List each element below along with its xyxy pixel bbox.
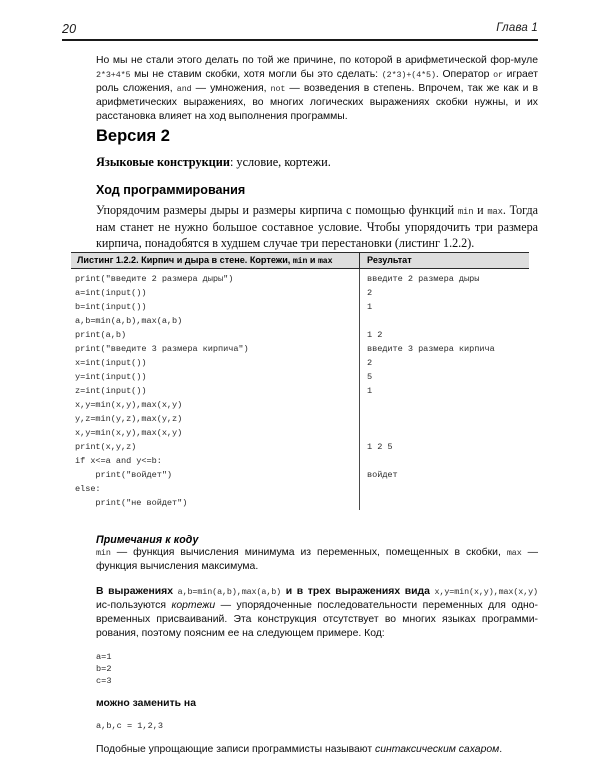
listing-result-line [367,398,529,412]
listing-result-line: 2 [367,358,373,368]
notes-p2-code-1: a,b=min(a,b),max(a,b) [177,587,282,598]
process-text-3: . Тогда нам станет не нужно большое составное условие. Чтобы упорядочить три размера кирпича, понадобятся в худшем случае три перестановки (листинг 1.2.2). [96,203,538,250]
intro-code-1: 2*3+4*5 [96,70,131,81]
listing-caption-code-max: max [317,257,333,266]
listing-code-line: else: [75,484,101,494]
notes-code-line: b=2 [96,663,112,674]
listing-result-line [367,412,529,426]
intro-text-5: — умножения, [191,83,271,95]
intro-paragraph-block [96,54,538,124]
listing-code-line: x,y=min(x,y),max(x,y) [75,400,183,410]
listing-result-line: 1 2 5 [367,442,393,452]
notes-p2-text-2: и в трех выражениях вида [281,586,435,598]
listing-code-line: a,b=min(a,b),max(a,b) [75,316,183,326]
listing-code-line: b=int(input()) [75,302,147,312]
intro-code-5: not [270,84,286,95]
listing-result-line: войдет [367,470,398,480]
listing-code-line: print(x,y,z) [75,442,137,452]
listing-result-line [367,496,529,510]
listing-caption-code-min: min [292,257,308,266]
notes-p4-text-2: . [499,744,503,756]
language-constructs-label: Языковые конструкции [96,155,230,169]
listing-table-body [71,269,529,510]
notes-p2-emphasis-tuples: кортежи [171,600,216,612]
version-heading: Версия 2 [96,127,170,145]
intro-text-4: играет роль сложения, [96,69,538,95]
process-heading-block [96,183,538,198]
notes-title: Примечания к коду [96,534,199,546]
listing-code-line: y=int(input()) [75,372,147,382]
listing-result-line: 1 [367,302,373,312]
running-head [62,22,538,42]
notes-paragraph-2 [96,585,538,641]
listing-result-line [367,454,529,468]
notes-code-block-2 [96,720,538,732]
listing-result-line [367,426,529,440]
process-paragraph [96,203,538,251]
listing-code-line: print("введите 2 размера дыры") [75,274,234,284]
process-text-1: Упорядочим размеры дыры и размеры кирпича с помощью функций [96,203,458,217]
intro-text-2: мы не ставим скобки, хотя могли бы это сделать: [130,69,382,81]
listing-result-line [367,482,529,496]
listing-code-line: z=int(input()) [75,386,147,396]
spacer [96,711,538,720]
notes-paragraph-4 [96,743,538,757]
listing-caption-cell [71,255,359,266]
notes-paragraph-3: можно заменить на [96,697,196,709]
notes-p4-text-1: Подобные упрощающие записи программисты называют [96,744,376,756]
spacer [96,642,538,651]
intro-code-4: and [176,84,192,95]
page-number: 20 [62,22,77,36]
notes-code-line: a=1 [96,651,112,662]
listing-result-line [367,314,529,328]
language-constructs-block [96,155,538,170]
listing-result-line: введите 3 размера кирпича [367,344,495,354]
spacer [96,732,538,743]
listing-caption-conjunction: и [307,255,318,265]
listing-result-line: 1 2 [367,330,383,340]
notes-p1-text-1: — функция вычисления минимума из переменных, помещенных в скобки, [110,547,507,558]
listing-table-header-row [71,253,529,269]
listing-code-line: print("введите 3 размера кирпича") [75,344,249,354]
listing-result-header: Результат [359,253,529,268]
process-paragraph-block [96,203,538,251]
listing-code-line: print("войдет") [75,470,173,480]
notes-code-max: max [506,548,522,558]
listing-result-line: 2 [367,288,373,298]
listing-code-line: a=int(input()) [75,288,147,298]
listing-code-line: y,z=min(y,z),max(y,z) [75,414,183,424]
language-constructs-line [96,155,538,170]
code-notes-section [96,534,538,757]
header-rule [62,39,538,41]
language-constructs-value: : условие, кортежи. [229,155,331,169]
process-code-max: max [487,207,503,217]
listing-code-column [71,269,359,510]
notes-p2-code-2: x,y=min(x,y),max(x,y) [434,587,538,598]
listing-result-line: введите 2 размера дыры [367,274,480,284]
notes-p2-text-3: ис-пользуются [96,600,172,612]
chapter-label: Глава 1 [496,22,538,34]
intro-text-6: — возведения в степень. Впрочем, так же как и в арифметических выражениях, во многих логических выражениях скобки нужны, и их расстановка влияет на ход выполнения программы. [96,83,538,123]
intro-text-1: Но мы не стали этого делать по той же причине, по которой в арифметической фор-муле [96,55,538,66]
listing-code-line: print("не войдет") [75,498,188,508]
intro-paragraph [96,54,538,124]
version-heading-block [96,127,538,146]
spacer [96,574,538,585]
intro-code-2: (2*3)+(4*5) [381,70,436,81]
notes-paragraph-1 [96,546,538,574]
listing-code-line: x,y=min(x,y),max(x,y) [75,428,183,438]
spacer [96,688,538,697]
notes-p2-text-4: — упорядоченные последовательности переменных для одно-временных присваиваний. Эта конструкция отсутствует во многих языках программи-рования, поэтому поясним ее на следующем примере. Код: [96,600,538,640]
notes-p2-text-1: В выражениях [96,586,178,598]
notes-code-block-1 [96,651,538,688]
listing-result-line: 5 [367,372,373,382]
listing-code-line: print(a,b) [75,330,127,340]
listing-code-line: x=int(input()) [75,358,147,368]
listing-result-column [359,269,529,510]
listing-table [71,252,529,510]
notes-code-line: c=3 [96,676,112,687]
notes-code-line: a,b,c = 1,2,3 [96,720,164,731]
process-text-2: и [473,203,488,217]
process-code-min: min [457,207,474,217]
listing-caption-text: Листинг 1.2.2. Кирпич и дыра в стене. Кортежи, [77,255,293,265]
listing-result-line: 1 [367,386,373,396]
notes-p4-emphasis-sugar: синтаксическим сахаром [375,744,500,756]
intro-text-3: . Оператор [435,69,494,81]
notes-code-min: min [96,548,111,558]
intro-code-3: or [493,70,503,81]
process-heading: Ход программирования [96,183,246,197]
listing-code-line: if x<=a and y<=b: [75,456,162,466]
notes-p1-text-2: — функция вычисления максимума. [96,547,538,573]
